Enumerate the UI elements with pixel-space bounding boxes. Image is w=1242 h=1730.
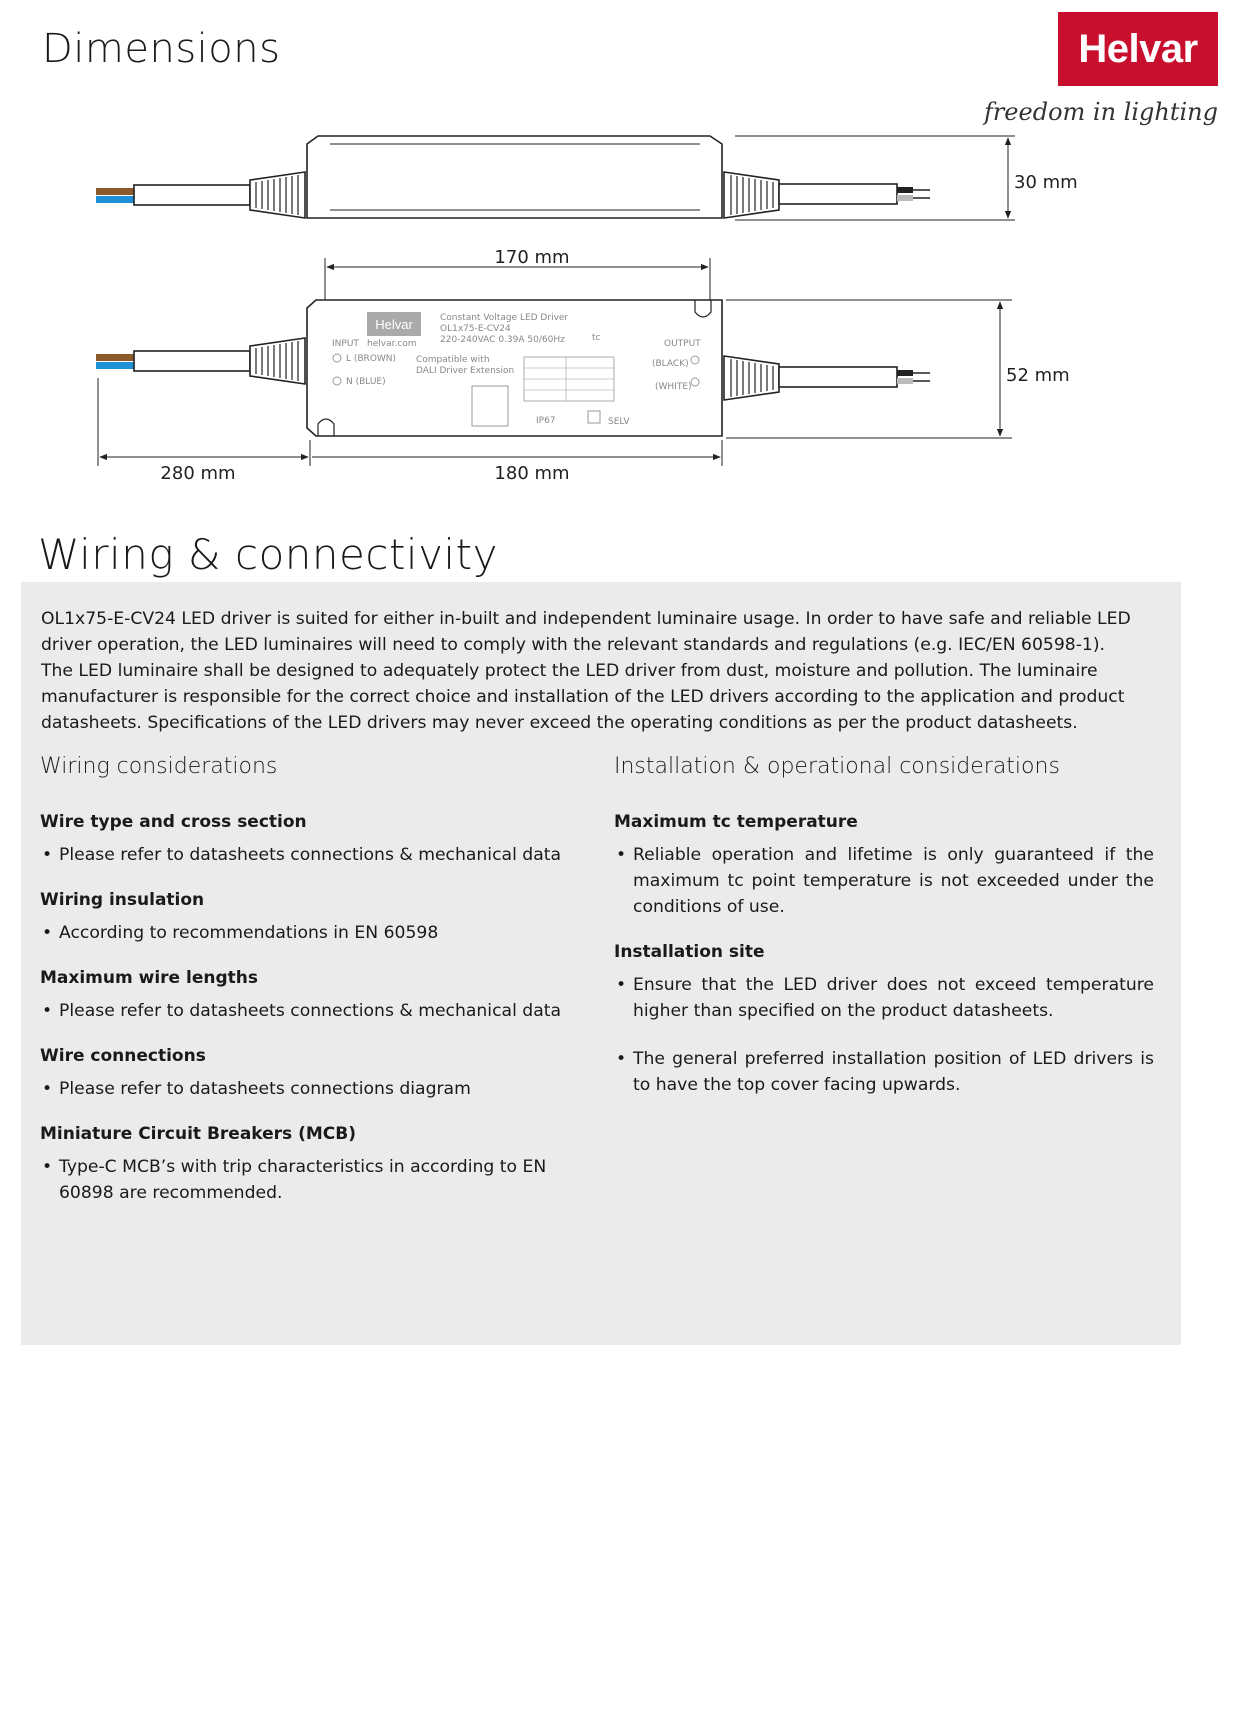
list-item: • Type-C MCB’s with trip characteristics in according to EN 60898 are recommended.: [40, 1154, 580, 1206]
label-output: OUTPUT: [664, 339, 701, 349]
label-ip: IP67: [536, 416, 556, 426]
section-heading: Maximum wire lengths: [40, 968, 258, 988]
list-item: • According to recommendations in EN 60598: [40, 920, 580, 946]
list-item: • Please refer to datasheets connections diagram: [40, 1076, 580, 1102]
label-brand: Helvar: [375, 317, 413, 332]
dim-label-30mm: 30 mm: [1014, 172, 1078, 193]
wiring-intro: OL1x75-E-CV24 LED driver is suited for either in-built and independent luminaire usage. In order to have safe and reliable LED driver operation, the LED luminaires will need to comply with the relevant standards and regulations (e.g. IEC/EN 60598-1). The LED luminaire shall be designed to adequately protect the LED driver from dust, moisture and pollution. The luminaire manufacturer is responsible for the correct choice and installation of the LED drivers according to the application and product datasheets. Specifications of the LED drivers may never exceed the operating conditions as per the product datasheets.: [41, 609, 1131, 733]
list-item: • Ensure that the LED driver does not exceed temperature higher than specified on the product datasheets.: [614, 972, 1154, 1024]
label-input: INPUT: [332, 339, 359, 349]
list-item: • Please refer to datasheets connections & mechanical data: [40, 998, 580, 1024]
bullet: •: [42, 923, 53, 943]
section-heading: Maximum tc temperature: [614, 812, 858, 832]
dim-label-280mm: 280 mm: [160, 463, 236, 484]
label-compat2: DALI Driver Extension: [416, 366, 515, 376]
dim-label-52mm: 52 mm: [1006, 365, 1070, 386]
label-l: L (BROWN): [346, 354, 397, 364]
page-title: Dimensions: [42, 26, 281, 72]
list-item: • Please refer to datasheets connections & mechanical data: [40, 842, 580, 868]
label-selv: SELV: [608, 417, 630, 427]
dimensions-diagram: [0, 110, 1242, 490]
section-heading: Installation site: [614, 942, 765, 962]
bullet: •: [616, 1049, 627, 1069]
section-heading: Wire connections: [40, 1046, 206, 1066]
label-compat1: Compatible with: [416, 355, 490, 365]
dimension-280mm: [98, 378, 310, 466]
list-item: • Reliable operation and lifetime is only guaranteed if the maximum tc point temperature is not exceeded under the conditions of use.: [614, 842, 1154, 920]
label-url: helvar.com: [367, 339, 417, 349]
list-item: • The general preferred installation position of LED drivers is to have the top cover facing upwards.: [614, 1046, 1154, 1098]
driver-top-view: [96, 136, 930, 218]
dim-label-170mm: 170 mm: [494, 247, 570, 268]
wiring-considerations: [40, 754, 580, 1228]
section-heading: Miniature Circuit Breakers (MCB): [40, 1124, 356, 1144]
label-black: (BLACK): [652, 359, 689, 369]
column-title: Installation & operational considerations: [614, 754, 1060, 779]
bullet: •: [616, 975, 627, 995]
section-heading: Wiring insulation: [40, 890, 205, 910]
label-line1: Constant Voltage LED Driver: [440, 313, 569, 323]
section-heading: Wire type and cross section: [40, 812, 307, 832]
label-white: (WHITE): [655, 382, 692, 392]
label-n: N (BLUE): [346, 377, 386, 387]
bullet: •: [42, 1157, 53, 1177]
bullet: •: [616, 845, 627, 865]
label-line3: 220-240VAC 0.39A 50/60Hz: [440, 335, 565, 345]
helvar-logo: Helvar: [1058, 12, 1218, 86]
bullet: •: [42, 845, 53, 865]
section-title-wiring: Wiring & connectivity: [38, 530, 498, 579]
installation-considerations: [614, 754, 1154, 1120]
label-line2: OL1x75-E-CV24: [440, 324, 511, 334]
column-title: Wiring considerations: [40, 754, 278, 779]
dim-label-180mm: 180 mm: [494, 463, 570, 484]
tagline: freedom in lighting: [983, 98, 1218, 126]
bullet: •: [42, 1079, 53, 1099]
bullet: •: [42, 1001, 53, 1021]
label-tc: tc: [592, 333, 601, 343]
